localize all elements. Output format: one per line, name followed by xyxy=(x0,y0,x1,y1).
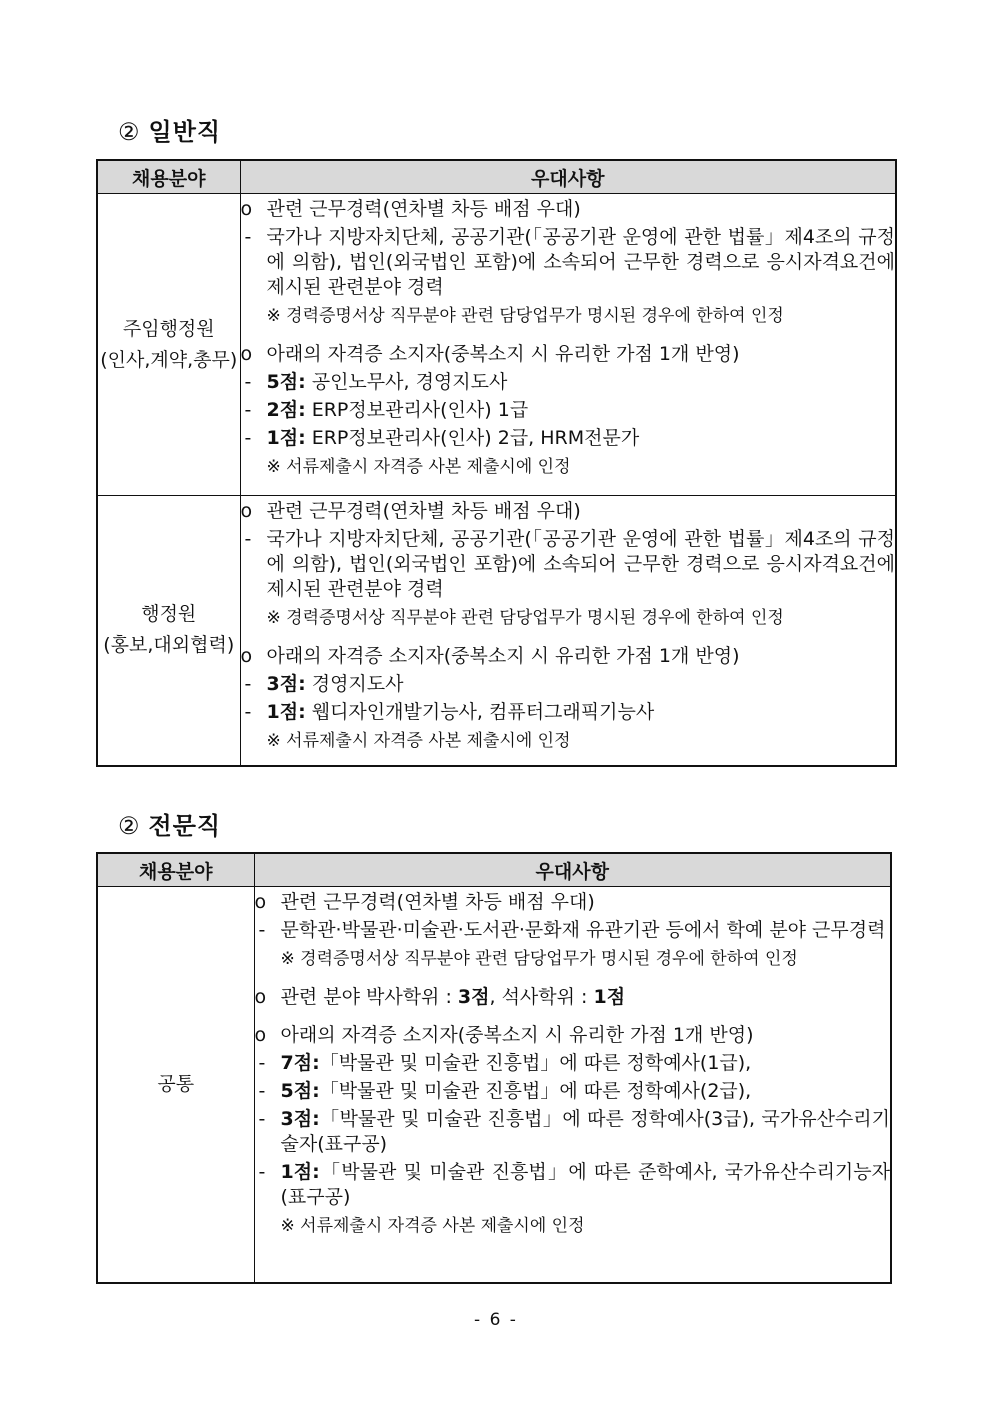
cert-text: 「박물관 및 미술관 진흥법」에 따른 정학예사(2급), xyxy=(319,1080,752,1102)
cert-item xyxy=(255,1160,891,1210)
table-row xyxy=(97,496,896,766)
list-item xyxy=(241,527,896,602)
circle-bullet: o xyxy=(254,1024,267,1046)
cert-item xyxy=(255,1051,891,1076)
exp-note: ※ 경력증명서상 직무분야 관련 담당업무가 명시된 경우에 한하여 인정 xyxy=(280,949,798,969)
degree-item xyxy=(255,984,891,1010)
exp-title: 관련 근무경력(연차별 차등 배점 우대) xyxy=(266,198,581,220)
circle-bullet: o xyxy=(254,891,267,913)
field-name: 행정원 xyxy=(141,603,197,626)
header-field: 채용분야 xyxy=(97,160,240,194)
dash-bullet: - xyxy=(258,919,266,941)
cert-title: 아래의 자격증 소지자(중복소지 시 유리한 가점 1개 반영) xyxy=(266,343,740,365)
cert-score: 1점: xyxy=(266,701,306,723)
section1-title: 일반직 xyxy=(148,117,222,146)
exp-detail: 문학관·박물관·미술관·도서관·문화재 유관기관 등에서 학예 분야 근무경력 xyxy=(280,919,886,941)
benefit-cell xyxy=(240,194,896,496)
exp-detail: 국가나 지방자치단체, 공공기관(「공공기관 운영에 관한 법률」제4조의 규정에 의함), 법인(외국법인 포함)에 소속되어 근무한 경력으로 응시자격요건에 제시된 관련분야 경력 xyxy=(266,226,895,298)
dash-bullet: - xyxy=(244,427,252,449)
header-benefit: 우대사항 xyxy=(254,853,891,887)
exp-note: ※ 경력증명서상 직무분야 관련 담당업무가 명시된 경우에 한하여 인정 xyxy=(266,306,784,326)
cert-score: 5점: xyxy=(266,371,306,393)
cert-text: 경영지도사 xyxy=(305,673,404,695)
circle-bullet: o xyxy=(254,986,267,1008)
section1-heading xyxy=(118,112,221,147)
specialist-table xyxy=(96,852,892,1284)
cert-item xyxy=(241,370,896,395)
cert-item xyxy=(241,700,896,725)
cert-item xyxy=(255,1107,891,1157)
degree-phd-score: 3점 xyxy=(457,986,490,1008)
circle-bullet: o xyxy=(240,500,253,522)
cert-score: 1점: xyxy=(280,1161,320,1183)
cert-note: ※ 서류제출시 자격증 사본 제출시에 인정 xyxy=(266,731,571,751)
list-item xyxy=(241,643,896,669)
cert-text: 「박물관 및 미술관 진흥법」에 따른 정학예사(3급), 국가유산수리기술자(표구공) xyxy=(280,1108,890,1155)
cert-score: 3점: xyxy=(266,673,306,695)
cert-text: ERP정보관리사(인사) 1급 xyxy=(305,399,529,421)
cert-score: 2점: xyxy=(266,399,306,421)
header-benefit: 우대사항 xyxy=(240,160,896,194)
dash-bullet: - xyxy=(258,1161,266,1183)
cert-text: 공인노무사, 경영지도사 xyxy=(305,371,508,393)
cert-note: ※ 서류제출시 자격증 사본 제출시에 인정 xyxy=(280,1216,585,1236)
dash-bullet: - xyxy=(244,226,252,248)
table-row xyxy=(97,887,891,1283)
dash-bullet: - xyxy=(258,1108,266,1130)
exp-title: 관련 근무경력(연차별 차등 배점 우대) xyxy=(266,500,581,522)
dash-bullet: - xyxy=(258,1080,266,1102)
cert-score: 7점: xyxy=(280,1052,320,1074)
page-number: - 6 - xyxy=(474,1310,518,1330)
exp-detail: 국가나 지방자치단체, 공공기관(「공공기관 운영에 관한 법률」제4조의 규정에 의함), 법인(외국법인 포함)에 소속되어 근무한 경력으로 응시자격요건에 제시된 관련분야 경력 xyxy=(266,528,895,600)
degree-ms-score: 1점 xyxy=(593,986,626,1008)
list-item xyxy=(241,341,896,367)
list-item xyxy=(255,889,891,915)
dash-bullet: - xyxy=(244,371,252,393)
dash-bullet: - xyxy=(244,528,252,550)
header-field: 채용분야 xyxy=(97,853,254,887)
circle-bullet: o xyxy=(240,198,253,220)
section2-heading xyxy=(118,806,221,841)
list-item xyxy=(241,225,896,300)
list-item xyxy=(255,1022,891,1048)
cert-text: ERP정보관리사(인사) 2급, HRM전문가 xyxy=(305,427,640,449)
field-cell: 공통 xyxy=(97,887,254,1283)
field-cell xyxy=(97,194,240,496)
cert-score: 5점: xyxy=(280,1080,320,1102)
cert-item xyxy=(241,426,896,451)
list-item xyxy=(255,918,891,943)
circle-bullet: o xyxy=(240,645,253,667)
cert-text: 「박물관 및 미술관 진흥법」에 따른 준학예사, 국가유산수리기능자(표구공) xyxy=(280,1161,890,1208)
cert-title: 아래의 자격증 소지자(중복소지 시 유리한 가점 1개 반영) xyxy=(266,645,740,667)
circle-bullet: o xyxy=(240,343,253,365)
cert-item xyxy=(241,672,896,697)
dash-bullet: - xyxy=(244,701,252,723)
cert-item xyxy=(241,398,896,423)
cert-text: 웹디자인개발기능사, 컴퓨터그래픽기능사 xyxy=(305,701,655,723)
field-sub: (홍보,대외협력) xyxy=(103,634,235,657)
benefit-cell xyxy=(240,496,896,766)
section2-title: 전문직 xyxy=(148,811,222,840)
degree-phd-label: 관련 분야 박사학위 : xyxy=(280,986,458,1008)
list-item xyxy=(241,196,896,222)
cert-score: 3점: xyxy=(280,1108,320,1130)
field-cell xyxy=(97,496,240,766)
field-sub: (인사,계약,총무) xyxy=(100,348,238,371)
dash-bullet: - xyxy=(258,1052,266,1074)
table-header-row xyxy=(97,853,891,887)
table-row xyxy=(97,194,896,496)
exp-note: ※ 경력증명서상 직무분야 관련 담당업무가 명시된 경우에 한하여 인정 xyxy=(266,608,784,628)
dash-bullet: - xyxy=(244,399,252,421)
field-name: 주임행정원 xyxy=(122,317,215,340)
cert-score: 1점: xyxy=(266,427,306,449)
dash-bullet: - xyxy=(244,673,252,695)
list-item xyxy=(241,498,896,524)
cert-title: 아래의 자격증 소지자(중복소지 시 유리한 가점 1개 반영) xyxy=(280,1024,754,1046)
section2-number: ② xyxy=(118,812,141,840)
cert-text: 「박물관 및 미술관 진흥법」에 따른 정학예사(1급), xyxy=(319,1052,752,1074)
cert-item xyxy=(255,1079,891,1104)
table-header-row xyxy=(97,160,896,194)
section1-number: ② xyxy=(118,118,141,146)
general-staff-table xyxy=(96,159,897,767)
degree-ms-label: , 석사학위 : xyxy=(489,986,594,1008)
exp-title: 관련 근무경력(연차별 차등 배점 우대) xyxy=(280,891,595,913)
benefit-cell xyxy=(254,887,891,1283)
cert-note: ※ 서류제출시 자격증 사본 제출시에 인정 xyxy=(266,457,571,477)
